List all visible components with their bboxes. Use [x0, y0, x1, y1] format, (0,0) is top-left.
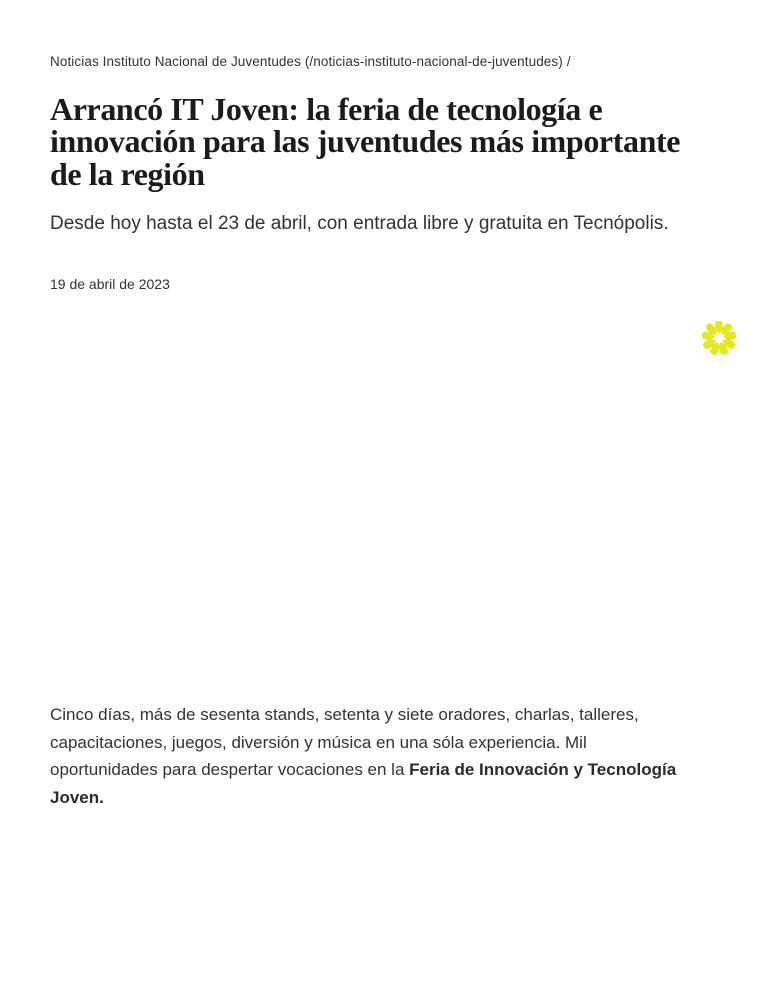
breadcrumb-separator: / [566, 54, 571, 69]
loading-spinner-svg [702, 321, 736, 355]
page-title: Arrancó IT Joven: la feria de tecnología e innovación para las juventudes más importante de la región [50, 91, 681, 192]
breadcrumb [50, 52, 715, 71]
breadcrumb-link-noticias[interactable]: Noticias Instituto Nacional de Juventudes (/noticias-instituto-nacional-de-juventudes) [50, 54, 563, 69]
article-paragraph [50, 701, 698, 811]
paragraph-bold-text: Feria de Innovación y Tecnología Joven. [50, 760, 677, 807]
article-lead: Desde hoy hasta el 23 de abril, con entrada libre y gratuita en Tecnópolis. [50, 212, 669, 234]
paragraph-text: Cinco días, más de sesenta stands, setenta y siete oradores, charlas, talleres, capacitaciones, juegos, diversión y música en una sóla experiencia. Mil oportunidades para despertar vocaciones en la [50, 705, 639, 780]
article-image-placeholder [50, 301, 715, 701]
article-date: 19 de abril de 2023 [50, 276, 170, 293]
loading-spinner-icon [702, 321, 736, 355]
spinner-petals [702, 321, 736, 355]
